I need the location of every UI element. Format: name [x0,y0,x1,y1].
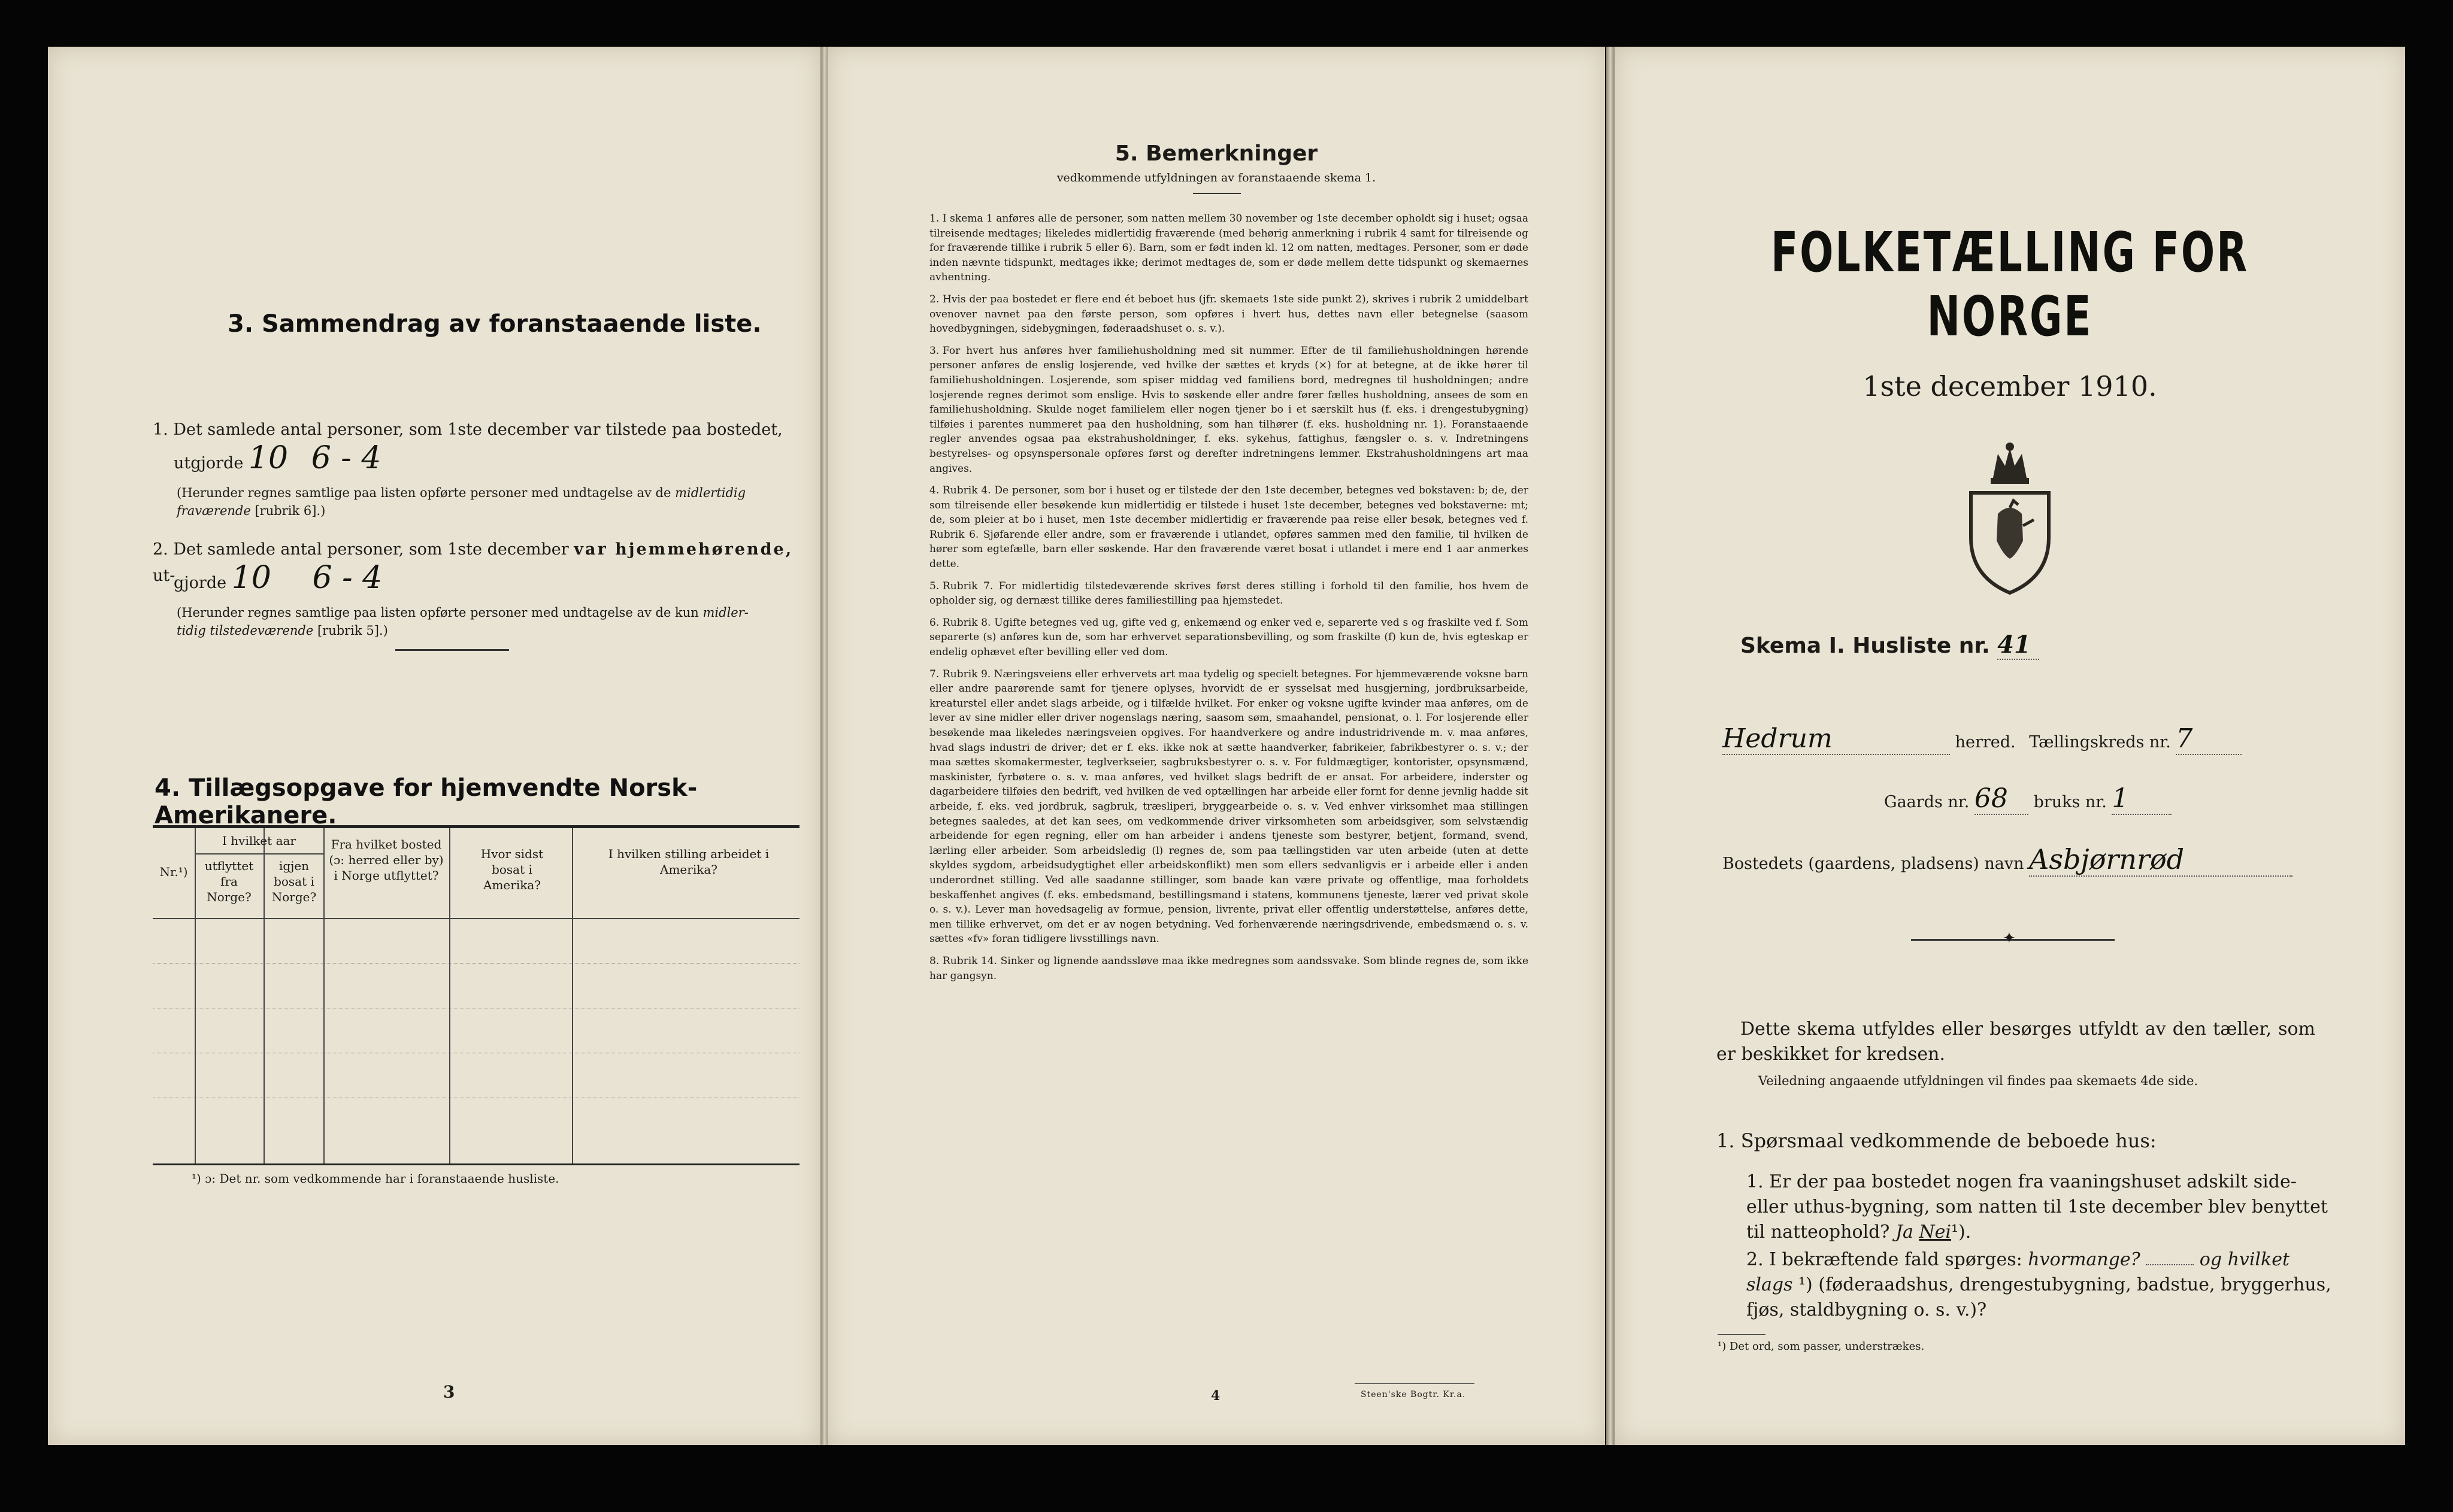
table-col-line [572,828,573,1163]
th-nr: Nr.¹) [159,865,188,879]
th-igjen: igjen bosat i Norge? [271,859,317,904]
question-2-text-a: 2. I bekræftende fald spørges: [1746,1249,2022,1270]
separator-rule [395,649,509,651]
item-2-line [174,560,383,596]
kreds-label: Tællingskreds nr. [2029,733,2171,752]
intro-text: Dette skema utfyldes eller besørges utfyldt av den tæller, som er beskikket for kredsen. [1716,1019,2315,1065]
remark-text: Rubrik 9. Næringsveiens eller erhvervets art maa tydelig og specielt betegnes. For hjemmeværende voksne barn eller andre paarørende samt for tjenere oplyses, hvorvidt de er sysselsat med husgjerning, jordbruksarbeide, kreaturstel eller andet slags arbeide, og i tilfælde hvilket. For enker og voksne ugifte kvinder maa anføres, om de lever av sine midler eller driver nogenslags næring, saasom søm, smaahandel, pensionat, o. l. For losjerende eller besøkende maa likeledes næringsveien opgives. For haandverkere og andre industridrivende m. v. maa anføres, hvad slags industri de driver; det er f. eks. ikke nok at sætte haandverker, fabrikeier, fabrikbestyrer o. s. v.; der maa sættes skomakermester, teglverkseier, sagbruksbestyrer o. s. v. For fuldmægtiger, kontorister, opsynsmænd, maskinister, fyrbøtere o. s. v. maa anføres, ved hvilket slags bedrift de er ansat. For arbeidere, inderster og dagarbeidere tilføies den bedrift, ved hvilken de ved optællingen har arbeide eller fornt for denne jevnlig hadde sit arbeide, f. eks. ved jordbruk, sagbruk, træsliperi, bryggearbeide o. s. v. Ved enhver virksomhet maa stillingen betegnes saaledes, at det kan sees, om vedkommende driver virksomheten som arbeidsgiver, som selvstændig arbeidende for egen regning, eller om han arbeider i andens tjeneste som bestyrer, betjent, formand, svend, lærling eller arbeider. Som arbeidsledig (l) regnes de, som paa tællingstiden var uten arbeide (uten at dette skyldes sygdom, arbeidsudygtighet eller arbeidskonflikt) men som ellers sedvanligvis er i arbeide eller i anden underordnet stilling. Ved alle saadanne stillinger, som baade kan være private og offentlige, maa forholdets beskaffenhet angives (f. eks. embedsmand, bestillingsmand i statens, kommunens tjeneste, lærer ved privat skole o. s. v.). Lever man hovedsagelig av formue, pension, livrente, privat eller offentlig understøttelse, anføres dette, men tillike erhvervet, om det er av nogen betydning. Ved forhenværende næringsdrivende, embedsmænd o. s. v. sættes «fv» foran tidligere livsstillings navn. [929,668,1528,946]
page-fold [1606,47,1615,1445]
remark-text: For hvert hus anføres hver familiehusholdning med sit nummer. Efter de til familiehusholdningen hørende personer anføres de enslig losjerende, ved hvilke der sættes et kryds (×) for at betegne, at de ikke hører til familiehusholdningen. Losjerende, som spiser middag ved familiens bord, medregnes til husholdningen; andre losjerende regnes derimot som enslige. Hvis to søskende eller andre fører fælles husholdning, ansees de som en familiehusholdning. Skulde noget familielem eller nogen tjener bo i et særskilt hus (f. eks. i drengestubygning) tilføies i parentes nummeret paa den husholdning, som han tilhører (f. eks. husholdning nr. 1). Foranstaaende regler anvendes ogsaa paa ekstrahusholdninger, f. eks. sykehus, fattighus, fængsler o. s. v. Indretningens bestyrelses- og opsynspersonale opføres først og derefter indretningens lemmer. Ekstrahusholdningens art maa angives. [929,344,1528,475]
remark-item [929,483,1528,572]
footnote-left: ¹) ɔ: Det nr. som vedkommende har i foranstaaende husliste. [192,1171,559,1186]
title-rule [1193,193,1241,194]
remark-text: Rubrik 14. Sinker og lignende aandssløve maa ikke medregnes som aandssvake. Som blinde regnes de, som ikke har gangsyn. [929,955,1528,982]
th-fra: Fra hvilket bosted (ɔ: herred eller by) i Norge utflyttet? [329,837,444,883]
bosted-row [1722,843,2293,877]
item-2-note-a: (Herunder regnes samtlige paa listen opførte personer med undtagelse av de kun [177,605,699,620]
question-2-text-d: ¹) (føderaadshus, drengestubygning, badstue, bryggerhus, fjøs, staldbygning o. s. v.)? [1746,1274,2331,1320]
remark-number: 8. [929,955,940,967]
item-2-value: 10 [231,560,271,596]
table-col-line [264,828,265,1163]
item-2-text-c: ut- [153,566,175,585]
bruks-label: bruks nr. [2033,793,2107,811]
skema-husliste-label: Skema I. Husliste nr. [1740,634,1990,658]
item-1-note [177,484,805,520]
section-5-subtitle: vedkommende utfyldningen av foranstaaende skema 1. [1056,171,1376,184]
item-1-label: utgjorde [174,454,244,472]
item-2-split: 6 - 4 [312,560,383,596]
remark-item [929,344,1528,476]
th-stilling: I hvilken stilling arbeidet i Amerika? [608,847,770,877]
census-date: 1ste december 1910. [1863,370,2157,402]
remark-text: Rubrik 8. Ugifte betegnes ved ug, gifte ved g, enkemænd og enker ved e, separerte ved s og fraskilte ved f. Som separerte (s) anføres kun de, som har erhvervet separationsbevilling, og som fraskilte (f) kun de, hvis egteskap er endelig ophævet efter bevilling eller ved dom. [929,616,1528,659]
table-header-line [153,918,800,919]
section-4-title: 4. Tillægsopgave for hjemvendte Norsk-Amerikanere. [155,774,698,829]
norsk-amerikanere-table [153,825,800,1165]
remarks-list [929,211,1528,990]
gaards-row [1884,783,2172,815]
printer-rule [1355,1383,1474,1384]
gaards-label: Gaards nr. [1884,793,1970,811]
question-2-text-b: hvormange? [2028,1249,2140,1270]
th-hvor: Hvor sidst bosat i Amerika? [480,847,544,892]
kreds-value: 7 [2176,723,2242,755]
item-2-note-b: midler- [702,605,749,620]
table-col-line [323,828,325,1163]
footnote-rule [1718,1334,1765,1335]
th-group: I hvilket aar [222,834,296,848]
item-1-note-b: midlertidig [675,486,746,500]
question-1 [1746,1169,2333,1245]
remark-text: Rubrik 4. De personer, som bor i huset og er tilstede der den 1ste december, betegnes ved bokstaven: b; de, der som tilreisende eller besøkende kun midlertidig er tilstede i huset 1ste december, betegnes ved bokstaverne: mt; de, som pleier at bo i huset, men 1ste december midlertidig er fraværende paa reise eller besøk, betegnes ved f. Rubrik 6. Sjøfarende eller andre, som er fraværende i utlandet, opføres sammen med den familie, til hvilken de hører som egtefælle, barn eller søskende. Har den fraværende været bosat i utlandet i mere end 1 aar anmerkes dette. [929,484,1528,571]
ornament-star-icon: ✦ [2003,929,2016,947]
section-5-title: 5. Bemerkninger [1115,141,1318,166]
item-1-text: 1. Det samlede antal personer, som 1ste december var tilstede paa bostedet, [153,420,783,439]
section-3-title: 3. Sammendrag av foranstaaende liste. [228,310,762,338]
remark-text: Rubrik 7. For midlertidig tilstedeværende skrives først deres stilling i forhold til den familie, hos hvem de opholder sig, og dernæst tillike deres familiestilling paa hjemstedet. [929,580,1528,607]
item-1-value: 10 [248,440,289,476]
bosted-label: Bostedets (gaardens, pladsens) navn [1722,855,2024,873]
remark-number: 1. [929,213,940,225]
remark-number: 2. [929,293,940,305]
remark-number: 6. [929,616,940,629]
item-2-label: gjorde [174,574,227,592]
item-2-note-c: tidig tilstedeværende [177,623,314,638]
question-2-text-c: og hvilket slags [1746,1249,2290,1295]
gaards-value: 68 [1974,783,2028,815]
footnote-right: ¹) Det ord, som passer, understrækes. [1718,1340,1925,1353]
item-1-split: 6 - 4 [311,440,381,476]
page-4 [828,47,1605,1445]
item-2-text-b: var hjemmehørende, [574,540,794,559]
answer-suffix: ¹). [1951,1222,1972,1243]
remark-text: I skema 1 anføres alle de personer, som natten mellem 30 november og 1ste december opholdt sig i huset; ogsaa tilreisende medtages; likeledes midlertidig fraværende (med behørig anmerkning i rubrik 4 samt for tilreisende og for fraværende tillike i rubrik 5 eller 6). Barn, som er født inden kl. 12 om natten, medtages. Personer, som er døde inden nævnte tidspunkt, medtages ikke; derimot medtages de, som er døde mellem dette tidspunkt og skemaernes avhentning. [929,213,1528,284]
remark-item [929,616,1528,660]
remark-item [929,667,1528,947]
remark-item [929,211,1528,285]
remark-item [929,954,1528,983]
item-2-text-a: 2. Det samlede antal personer, som 1ste december [153,540,569,559]
printer-imprint: Steen'ske Bogtr. Kr.a. [1361,1390,1466,1399]
remark-item [929,292,1528,337]
item-2-note-d: [rubrik 5].) [317,623,388,638]
table-group-line [195,853,323,855]
table-col-line [195,828,196,1163]
front-page [1615,47,2405,1445]
table-col-line [449,828,450,1163]
skema-label [1740,631,2039,660]
item-1-line [174,440,381,477]
item-1-note-c: fraværende [177,504,251,518]
remark-item [929,579,1528,608]
remark-number: 3. [929,344,940,357]
th-utflyttet: utflyttet fra Norge? [204,859,254,904]
answer-nei: Nei [1919,1222,1952,1243]
herred-value: Hedrum [1722,723,1950,755]
answer-ja: Ja [1895,1222,1913,1243]
page-number-4: 4 [1211,1388,1221,1404]
item-1-note-a: (Herunder regnes samtlige paa listen opførte personer med undtagelse av de [177,486,671,500]
bruks-value: 1 [2112,783,2172,815]
remark-number: 5. [929,580,940,592]
remark-text: Hvis der paa bostedet er flere end ét beboet hus (jfr. skemaets 1ste side punkt 2), skrives i rubrik 2 umiddelbart ovenover navnet paa den første person, som opføres i hvert hus, dettes navn eller betegnelse (saasom hovedbygningen, sidebygningen, føderaadshuset o. s. v.). [929,293,1528,335]
veiledning-text: Veiledning angaaende utfyldningen vil findes paa skemaets 4de side. [1758,1074,2198,1088]
remark-number: 4. [929,484,940,497]
question-2 [1746,1247,2333,1323]
question-1-text: 1. Er der paa bostedet nogen fra vaaningshuset adskilt side- eller uthus-bygning, som natten til 1ste december blev benyttet til natteophold? [1746,1171,2328,1243]
husliste-number: 41 [1997,631,2039,660]
herred-label: herred. [1955,733,2016,752]
question-heading: 1. Spørsmaal vedkommende de beboede hus: [1716,1129,2157,1152]
remark-number: 7. [929,668,940,680]
item-2-note [177,604,805,640]
herred-row [1722,723,2242,755]
page-3 [48,47,820,1445]
norwegian-coat-of-arms-icon [1956,436,2064,598]
bosted-value: Asbjørnrød [2029,843,2293,877]
item-1-note-d: [rubrik 6].) [255,504,326,518]
page-number-3: 3 [443,1382,455,1402]
form-title: FOLKETÆLLING FOR NORGE [1771,220,2249,349]
